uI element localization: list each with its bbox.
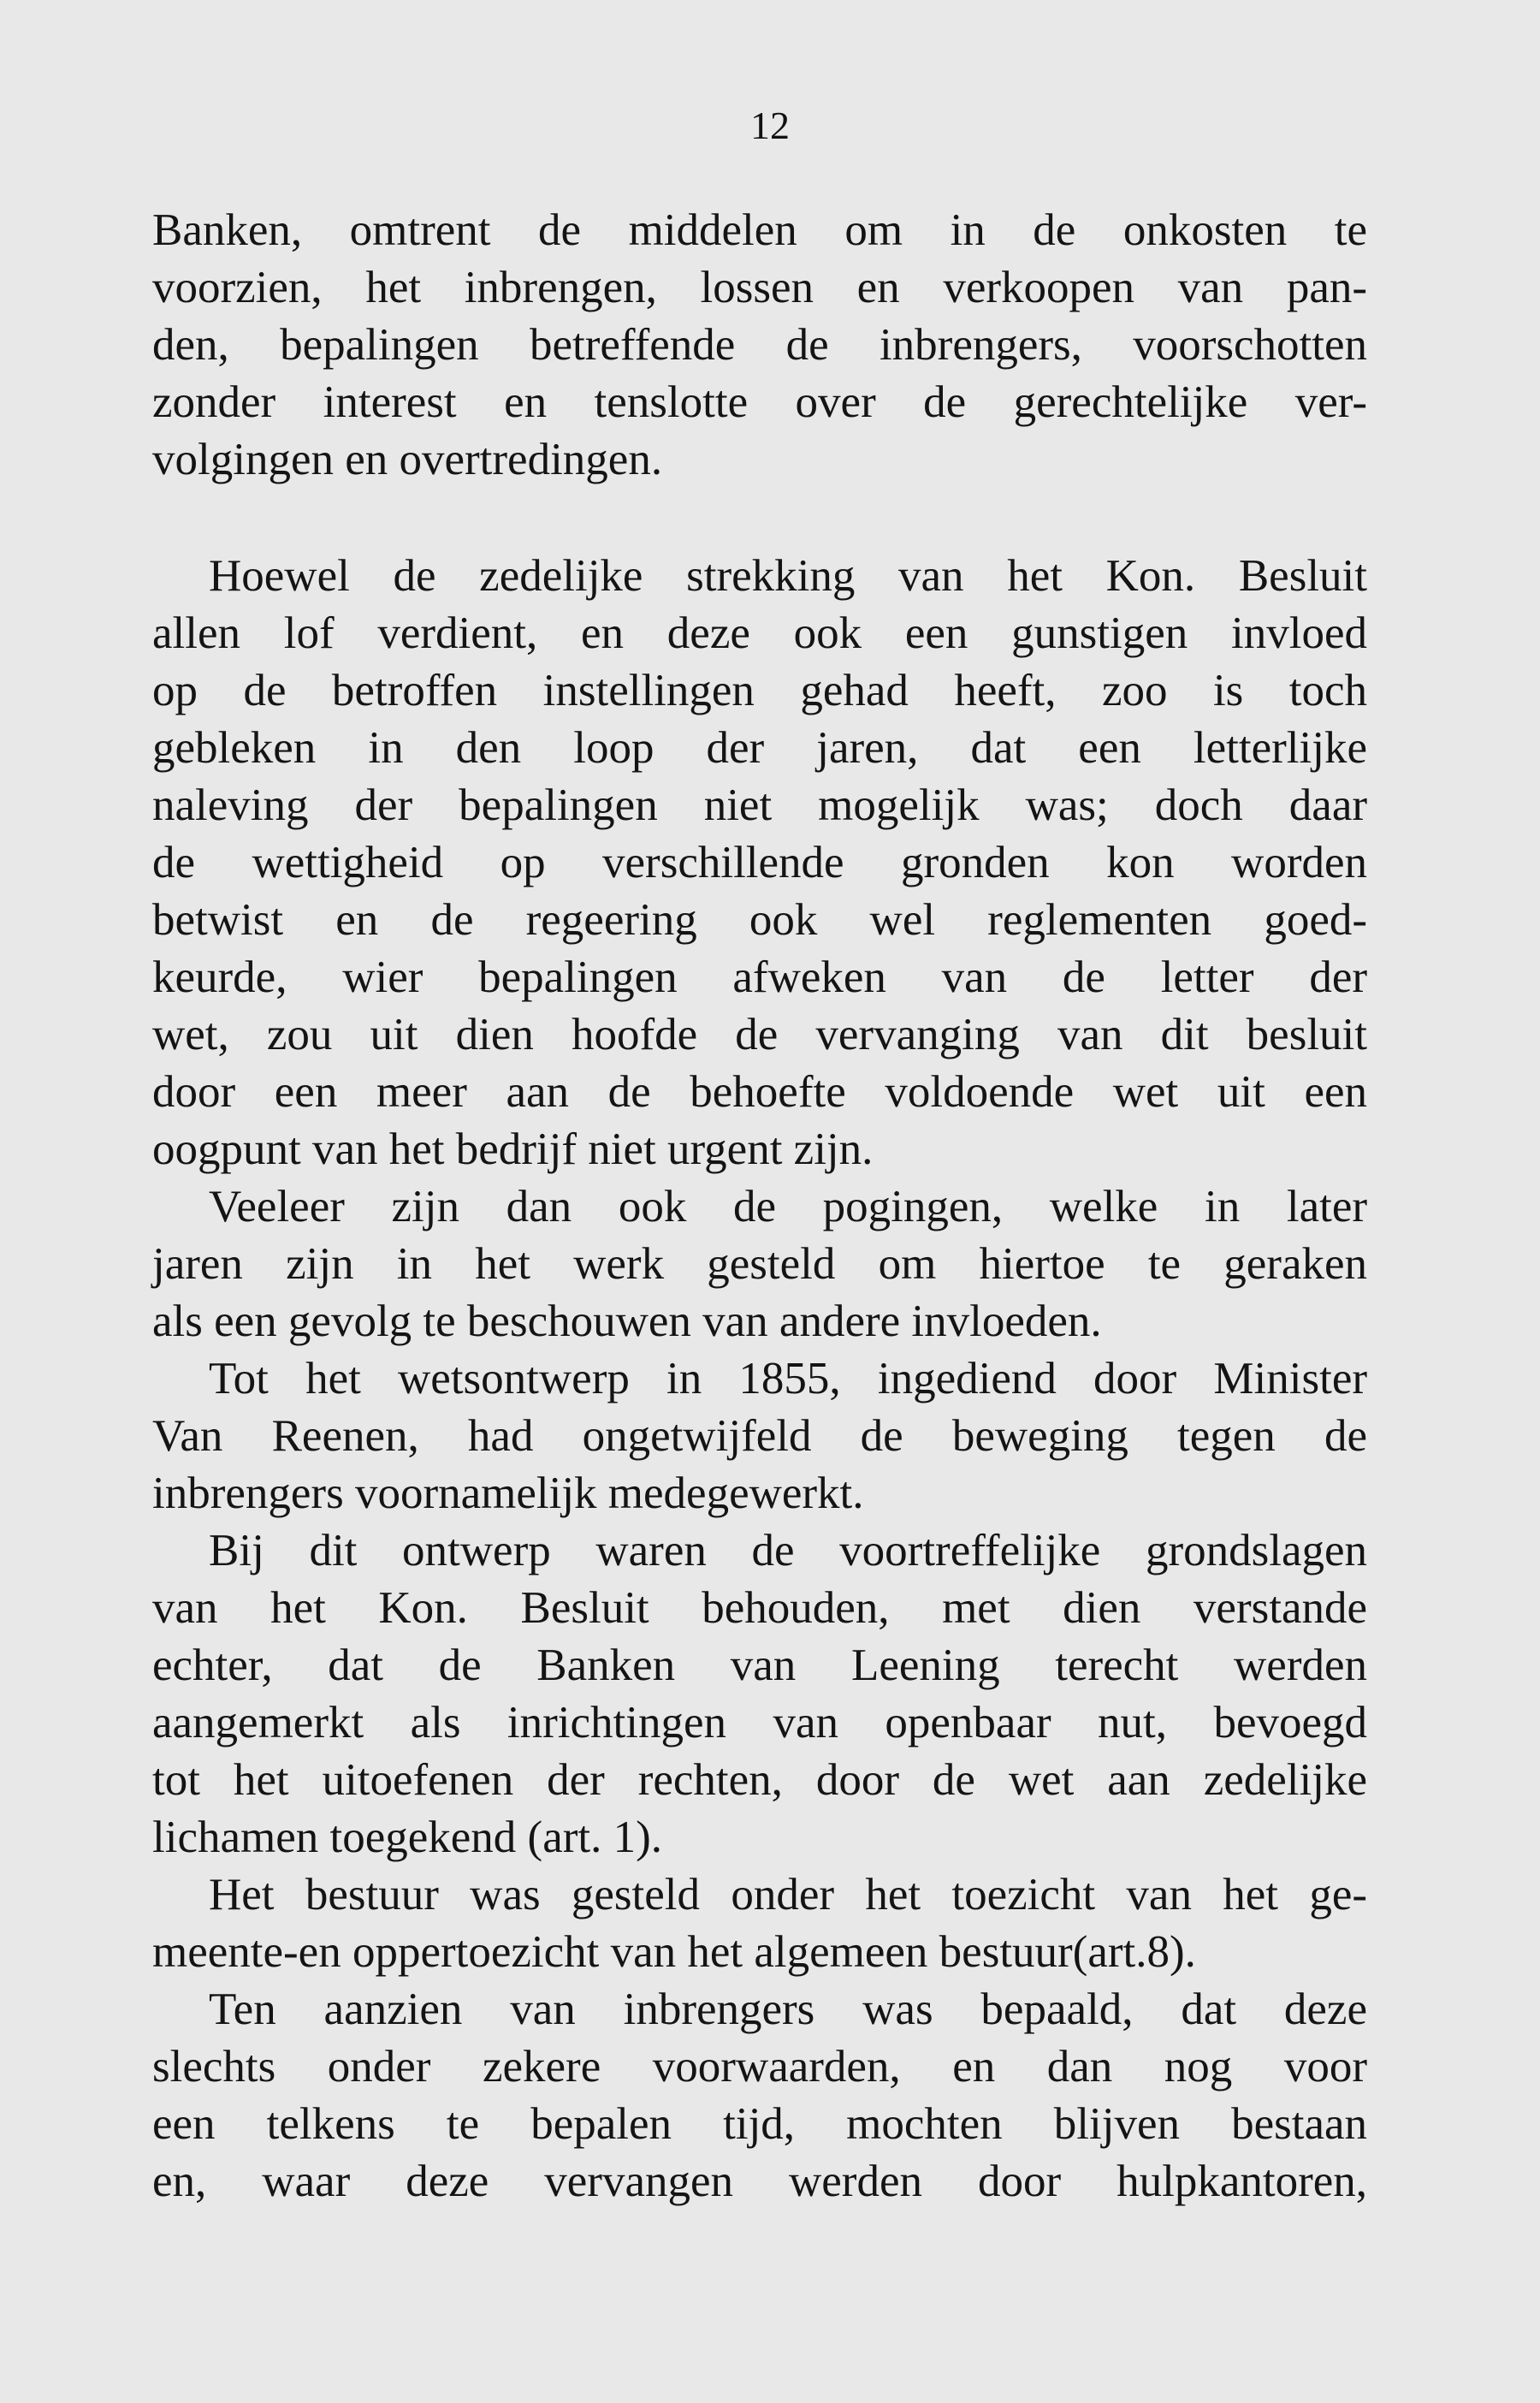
text-line: Veeleer zijn dan ook de pogingen, welke in later bbox=[209, 1182, 1367, 1231]
text-line: gebleken in den loop der jaren, dat een letterlijke bbox=[152, 723, 1367, 773]
text-line: als een gevolg te beschouwen van andere invloeden. bbox=[152, 1296, 1102, 1346]
text-line: naleving der bepalingen niet mogelijk was; doch daar bbox=[152, 780, 1367, 830]
text-line: tot het uitoefenen der rechten, door de wet aan zedelijke bbox=[152, 1755, 1367, 1805]
paragraph-continuation bbox=[152, 202, 1367, 489]
text-line: van het Kon. Besluit behouden, met dien verstande bbox=[152, 1583, 1367, 1633]
text-line: Het bestuur was gesteld onder het toezicht van het ge- bbox=[209, 1870, 1367, 1919]
text-line: slechts onder zekere voorwaarden, en dan nog voor bbox=[152, 2042, 1367, 2092]
text-line: en, waar deze vervangen werden door hulpkantoren, bbox=[152, 2157, 1367, 2206]
text-line: door een meer aan de behoefte voldoende wet uit een bbox=[152, 1067, 1367, 1117]
text-line: Bij dit ontwerp waren de voortreffelijke grondslagen bbox=[209, 1526, 1367, 1575]
text-line: Van Reenen, had ongetwijfeld de beweging tegen de bbox=[152, 1411, 1367, 1461]
text-line: volgingen en overtredingen. bbox=[152, 435, 663, 484]
text-line: den, bepalingen betreffende de inbrengers, voorschotten bbox=[152, 320, 1367, 370]
text-line: inbrengers voornamelijk medegewerkt. bbox=[152, 1468, 864, 1518]
text-line: Banken, omtrent de middelen om in de onkosten te bbox=[152, 205, 1367, 255]
text-line: op de betroffen instellingen gehad heeft, zoo is toch bbox=[152, 666, 1367, 715]
page-number: 12 bbox=[750, 104, 790, 147]
text-line: allen lof verdient, en deze ook een gunstigen invloed bbox=[152, 608, 1367, 658]
text-line: echter, dat de Banken van Leening terecht werden bbox=[152, 1641, 1367, 1690]
text-line: Hoewel de zedelijke strekking van het Kon. Besluit bbox=[209, 551, 1367, 601]
text-line: keurde, wier bepalingen afweken van de letter der bbox=[152, 952, 1367, 1002]
text-line: betwist en de regeering ook wel reglementen goed- bbox=[152, 895, 1367, 945]
text-line: voorzien, het inbrengen, lossen en verkoopen van pan- bbox=[152, 263, 1367, 312]
main-text bbox=[152, 548, 1367, 2210]
text-line: aangemerkt als inrichtingen van openbaar nut, bevoegd bbox=[152, 1698, 1367, 1747]
text-line: Ten aanzien van inbrengers was bepaald, dat deze bbox=[209, 1985, 1367, 2034]
text-line: oogpunt van het bedrijf niet urgent zijn. bbox=[152, 1124, 874, 1174]
text-line: een telkens te bepalen tijd, mochten blijven bestaan bbox=[152, 2099, 1367, 2149]
text-line: jaren zijn in het werk gesteld om hiertoe te geraken bbox=[152, 1239, 1367, 1289]
text-line: de wettigheid op verschillende gronden kon worden bbox=[152, 838, 1367, 887]
text-line: wet, zou uit dien hoofde de vervanging van dit besluit bbox=[152, 1010, 1367, 1059]
text-line: meente-en oppertoezicht van het algemeen bestuur(art.8). bbox=[152, 1927, 1196, 1977]
text-line: Tot het wetsontwerp in 1855, ingediend door Minister bbox=[209, 1354, 1367, 1403]
text-line: lichamen toegekend (art. 1). bbox=[152, 1813, 662, 1862]
text-line: zonder interest en tenslotte over de gerechtelijke ver- bbox=[152, 377, 1367, 427]
